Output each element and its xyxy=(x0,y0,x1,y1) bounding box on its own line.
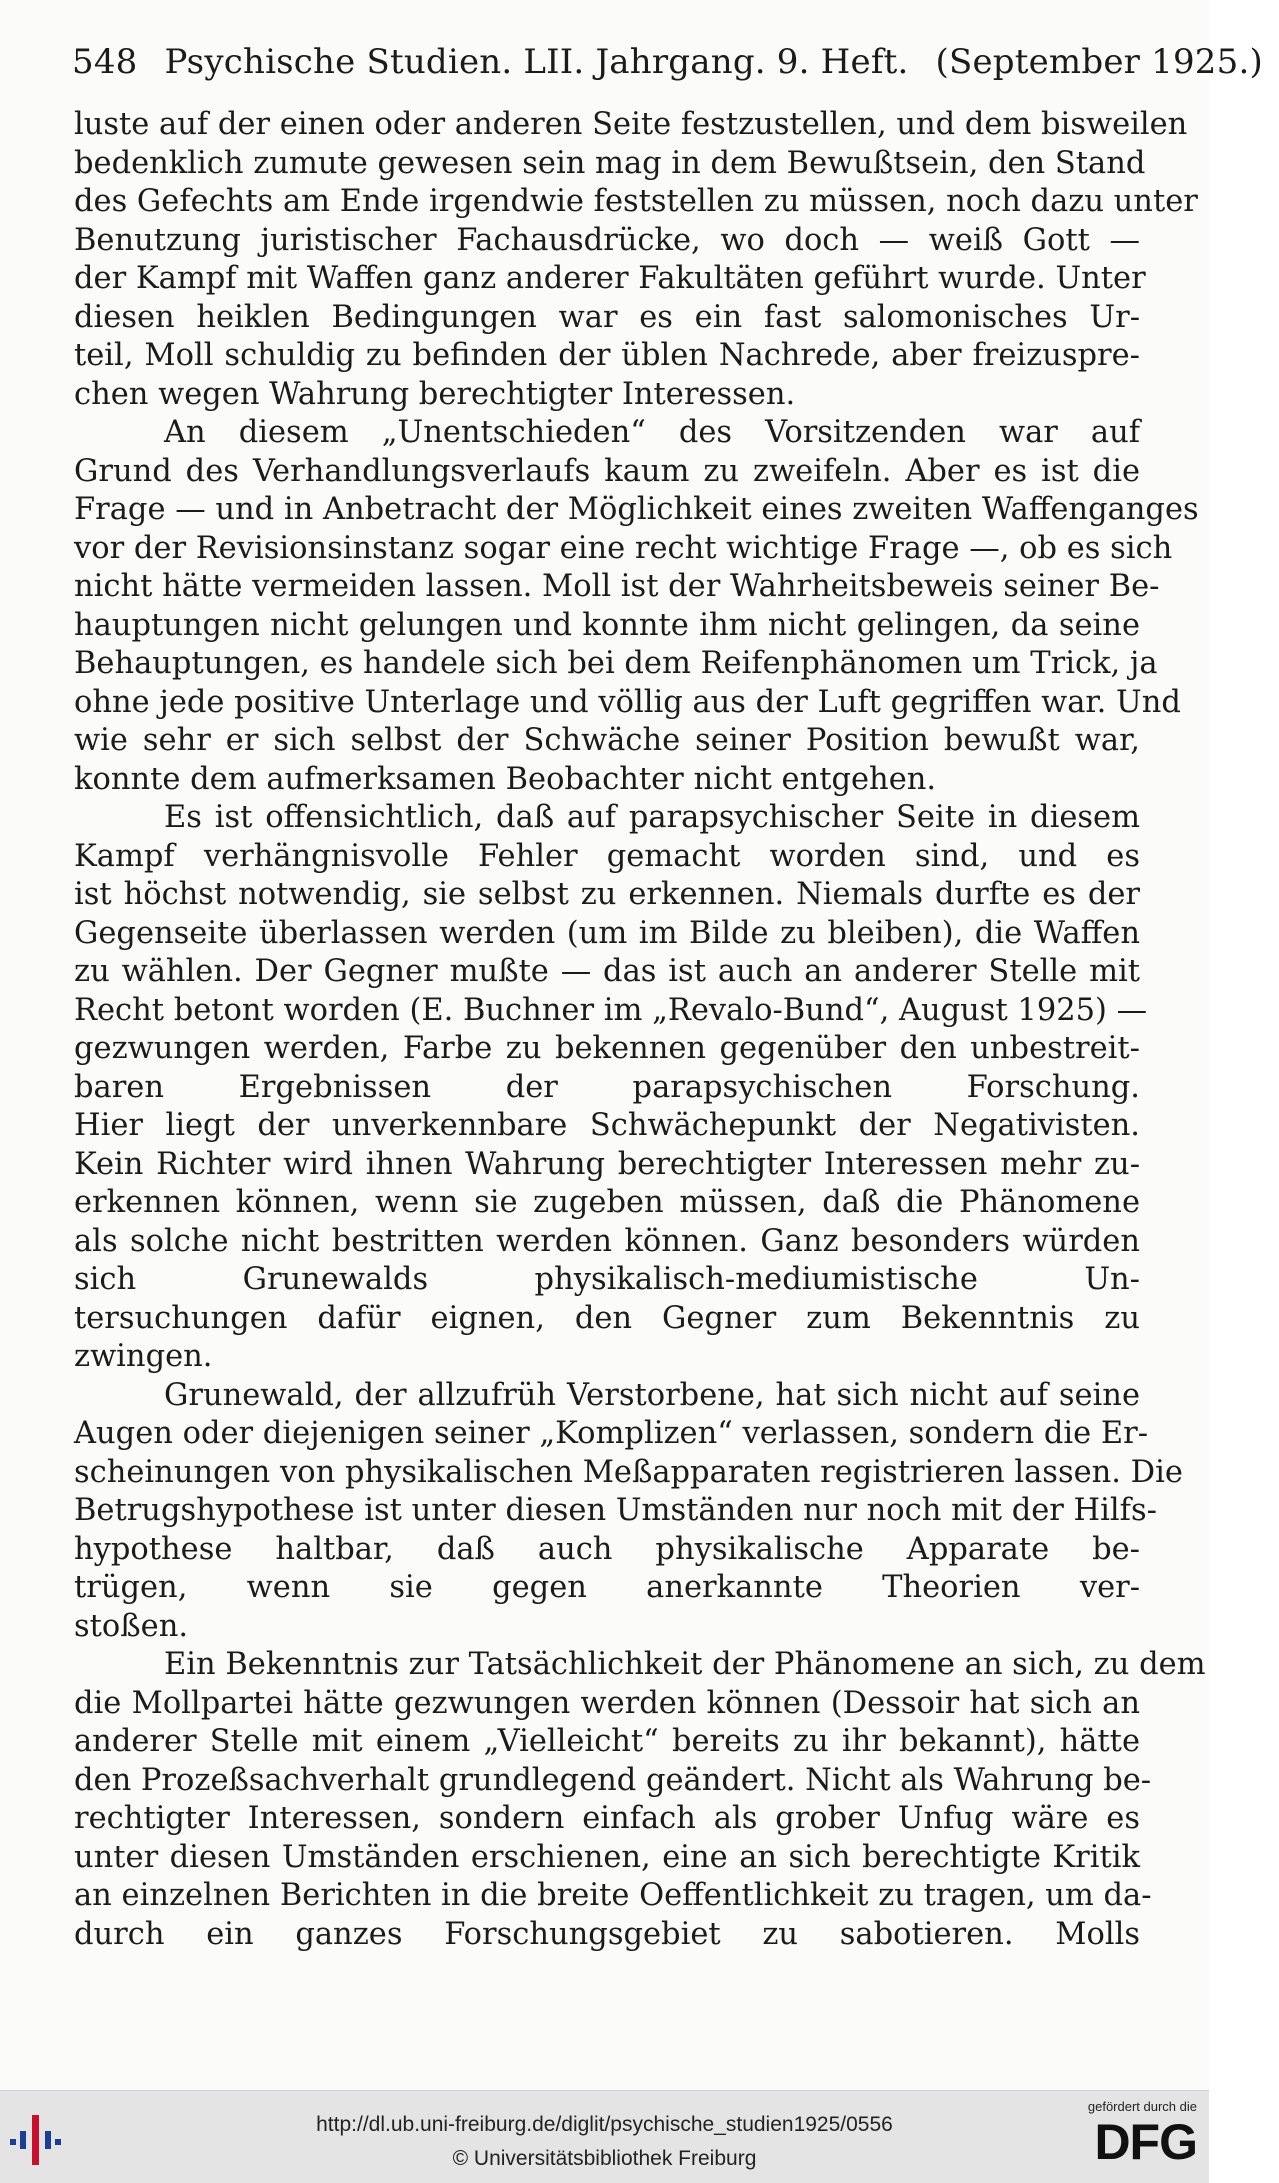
text-line: Augen oder diejenigen seiner „Komplizen“ verlassen, sondern die Er- xyxy=(74,1416,1149,1451)
text-line: Hier liegt der unverkennbare Schwächepunkt der Negativisten. xyxy=(74,1108,1140,1143)
text-line: als solche nicht bestritten werden können. Ganz besonders würden xyxy=(74,1223,1140,1259)
text-line: der Kampf mit Waffen ganz anderer Fakultäten geführt wurde. Unter xyxy=(74,261,1146,296)
text-line: Behauptungen, es handele sich bei dem Reifenphänomen um Trick, ja xyxy=(74,646,1158,681)
text-line: trügen, wenn sie gegen anerkannte Theorien ver- xyxy=(74,1570,1140,1605)
copyright-notice: © Universitätsbibliothek Freiburg xyxy=(452,2147,757,2170)
text-line: diesen heiklen Bedingungen war es ein fast salomonisches Ur- xyxy=(74,299,1140,335)
text-line: anderer Stelle mit einem „Vielleicht“ bereits zu ihr bekannt), hätte xyxy=(74,1724,1140,1759)
text-line: scheinungen von physikalischen Meßapparaten registrieren lassen. Die xyxy=(74,1454,1183,1490)
text-line: stoßen. xyxy=(74,1608,189,1644)
journal-title: Psychische Studien. LII. Jahrgang. 9. Heft. xyxy=(164,42,909,82)
body-text xyxy=(74,106,1206,1954)
text-line: luste auf der einen oder anderen Seite festzustellen, und dem bisweilen xyxy=(74,107,1188,142)
text-line: ohne jede positive Unterlage und völlig aus der Luft gegriffen war. Und xyxy=(74,684,1181,720)
text-line: Grund des Verhandlungsverlaufs kaum zu zweifeln. Aber es ist die xyxy=(74,453,1140,489)
text-line: baren Ergebnissen der parapsychischen Forschung. xyxy=(74,1069,1140,1105)
text-line: hauptungen nicht gelungen und konnte ihm nicht gelingen, da seine xyxy=(74,607,1140,643)
text-line: Benutzung juristischer Fachausdrücke, wo doch — weiß Gott — xyxy=(74,222,1140,258)
text-line: des Gefechts am Ende irgendwie feststellen zu müssen, noch dazu unter xyxy=(74,184,1198,219)
text-line: die Mollpartei hätte gezwungen werden können (Dessoir hat sich an xyxy=(74,1685,1140,1721)
text-line: ist höchst notwendig, sie selbst zu erkennen. Niemals durfte es der xyxy=(74,877,1140,912)
text-line: erkennen können, wenn sie zugeben müssen, daß die Phänomene xyxy=(74,1185,1140,1220)
text-line: zu wählen. Der Gegner mußte — das ist auch an anderer Stelle mit xyxy=(74,954,1140,989)
text-line: vor der Revisionsinstanz sogar eine recht wichtige Frage —, ob es sich xyxy=(74,530,1173,566)
text-line: unter diesen Umständen erschienen, eine an sich berechtigte Kritik xyxy=(74,1839,1140,1875)
text-line: tersuchungen dafür eignen, den Gegner zum Bekenntnis zu xyxy=(74,1300,1140,1336)
permalink[interactable]: http://dl.ub.uni-freiburg.de/diglit/psychische_studien1925/0556 xyxy=(316,2113,893,2136)
text-line: teil, Moll schuldig zu befinden der üblen Nachrede, aber freizuspre- xyxy=(74,338,1140,373)
text-line: bedenklich zumute gewesen sein mag in dem Bewußtsein, den Stand xyxy=(74,145,1146,181)
text-line: Grunewald, der allzufrüh Verstorbene, hat sich nicht auf seine xyxy=(164,1377,1140,1413)
text-line: rechtigter Interessen, sondern einfach als grober Unfug wäre es xyxy=(74,1801,1140,1836)
text-line: Kein Richter wird ihnen Wahrung berechtigter Interessen mehr zu- xyxy=(74,1146,1140,1182)
page-number: 548 xyxy=(72,42,138,82)
text-line: An diesem „Unentschieden“ des Vorsitzenden war auf xyxy=(164,415,1140,450)
text-line: Kampf verhängnisvolle Fehler gemacht worden sind, und es xyxy=(74,838,1140,874)
dfg-logo-icon xyxy=(1067,2099,1197,2170)
text-line: zwingen. xyxy=(74,1339,213,1374)
text-line: Gegenseite überlassen werden (um im Bilde zu bleiben), die Waffen xyxy=(74,915,1140,951)
text-line: nicht hätte vermeiden lassen. Moll ist der Wahrheitsbeweis seiner Be- xyxy=(74,569,1160,604)
text-line: Es ist offensichtlich, daß auf parapsychischer Seite in diesem xyxy=(164,800,1140,835)
text-line: konnte dem aufmerksamen Beobachter nicht entgehen. xyxy=(74,761,937,797)
text-line: Recht betont worden (E. Buchner im „Revalo-Bund“, August 1925) — xyxy=(74,992,1148,1028)
dfg-note: gefördert durch die xyxy=(1087,2099,1197,2114)
text-line: Ein Bekenntnis zur Tatsächlichkeit der Phänomene an sich, zu dem xyxy=(164,1647,1206,1682)
text-line: Betrugshypothese ist unter diesen Umständen nur noch mit der Hilfs- xyxy=(74,1493,1157,1528)
viewer-footer xyxy=(0,2090,1209,2183)
dfg-logo: DFG xyxy=(1094,2114,1197,2170)
issue-date: (September 1925.) xyxy=(935,42,1263,82)
text-line: chen wegen Wahrung berechtigter Interessen. xyxy=(74,376,796,412)
text-line: wie sehr er sich selbst der Schwäche seiner Position bewußt war, xyxy=(74,723,1140,758)
text-line: hypothese haltbar, daß auch physikalische Apparate be- xyxy=(74,1531,1140,1567)
text-line: sich Grunewalds physikalisch-mediumistische Un- xyxy=(74,1262,1140,1297)
text-line: gezwungen werden, Farbe zu bekennen gegenüber den unbestreit- xyxy=(74,1031,1140,1066)
text-line: durch ein ganzes Forschungsgebiet zu sabotieren. Molls xyxy=(74,1916,1140,1952)
running-head xyxy=(72,42,1263,82)
text-line: an einzelnen Berichten in die breite Oeffentlichkeit zu tragen, um da- xyxy=(74,1878,1152,1913)
text-line: Frage — und in Anbetracht der Möglichkeit eines zweiten Waffenganges xyxy=(74,492,1199,527)
text-line: den Prozeßsachverhalt grundlegend geändert. Nicht als Wahrung be- xyxy=(74,1762,1152,1798)
